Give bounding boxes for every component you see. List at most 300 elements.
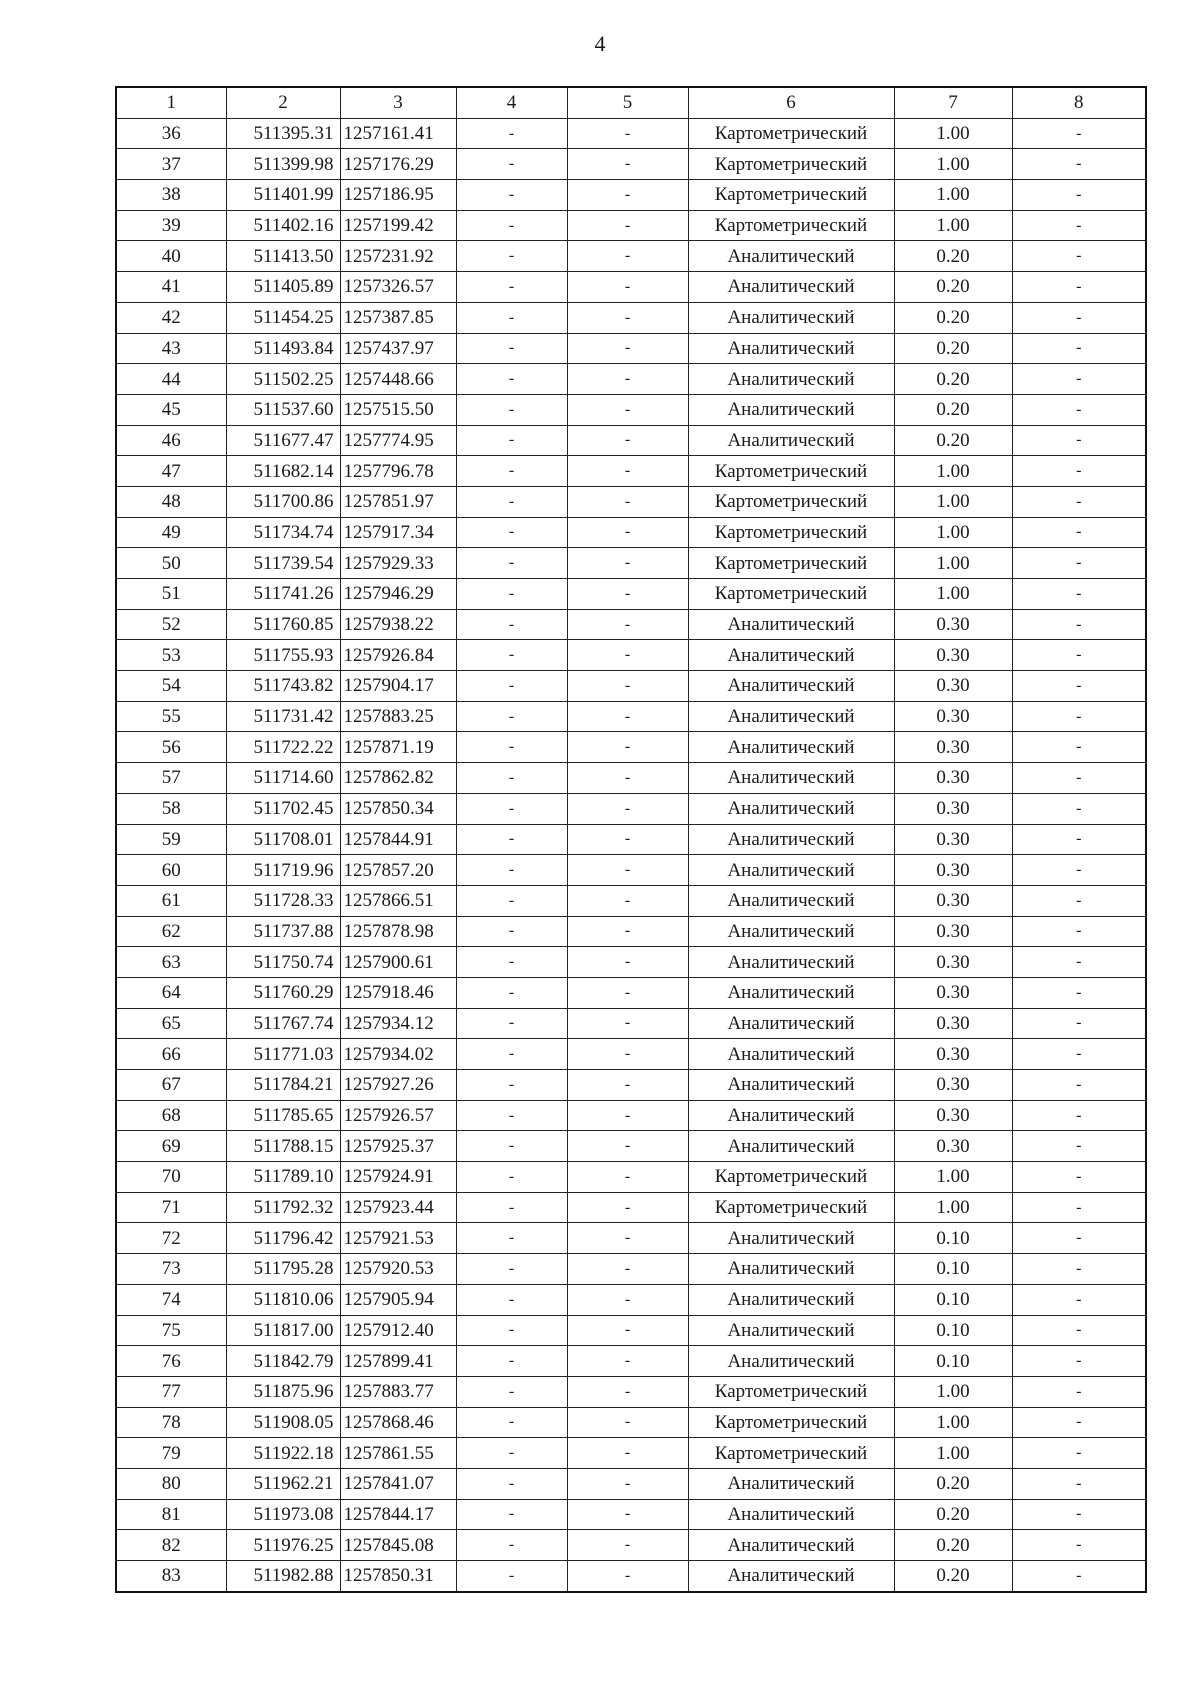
cell-col-5: - xyxy=(567,671,688,702)
cell-y-coordinate: 1257231.92 xyxy=(340,241,456,272)
cell-col-8: - xyxy=(1012,1315,1146,1346)
cell-col-4: - xyxy=(456,517,567,548)
table-row xyxy=(116,1223,1146,1254)
cell-col-5: - xyxy=(567,1284,688,1315)
cell-y-coordinate: 1257929.33 xyxy=(340,548,456,579)
cell-x-coordinate: 511682.14 xyxy=(226,456,340,487)
cell-point-number: 56 xyxy=(116,732,226,763)
cell-x-coordinate: 511875.96 xyxy=(226,1376,340,1407)
cell-point-number: 81 xyxy=(116,1499,226,1530)
cell-col-4: - xyxy=(456,180,567,211)
table-row xyxy=(116,486,1146,517)
cell-y-coordinate: 1257199.42 xyxy=(340,210,456,241)
cell-method: Картометрический xyxy=(688,1438,894,1469)
cell-col-4: - xyxy=(456,824,567,855)
table-body xyxy=(116,118,1146,1592)
table-row xyxy=(116,977,1146,1008)
table-row xyxy=(116,241,1146,272)
cell-col-5: - xyxy=(567,456,688,487)
cell-col-4: - xyxy=(456,149,567,180)
table-row xyxy=(116,1131,1146,1162)
cell-x-coordinate: 511784.21 xyxy=(226,1070,340,1101)
cell-point-number: 77 xyxy=(116,1376,226,1407)
cell-col-8: - xyxy=(1012,1131,1146,1162)
cell-method: Картометрический xyxy=(688,180,894,211)
cell-y-coordinate: 1257161.41 xyxy=(340,118,456,149)
cell-point-number: 45 xyxy=(116,394,226,425)
cell-point-number: 54 xyxy=(116,671,226,702)
cell-col-8: - xyxy=(1012,548,1146,579)
cell-y-coordinate: 1257866.51 xyxy=(340,885,456,916)
cell-method: Картометрический xyxy=(688,579,894,610)
cell-col-5: - xyxy=(567,885,688,916)
table-row xyxy=(116,333,1146,364)
cell-col-8: - xyxy=(1012,210,1146,241)
cell-x-coordinate: 511755.93 xyxy=(226,640,340,671)
table-row xyxy=(116,793,1146,824)
cell-accuracy: 1.00 xyxy=(894,1407,1012,1438)
cell-point-number: 82 xyxy=(116,1530,226,1561)
cell-point-number: 75 xyxy=(116,1315,226,1346)
cell-accuracy: 1.00 xyxy=(894,579,1012,610)
cell-point-number: 80 xyxy=(116,1468,226,1499)
cell-point-number: 58 xyxy=(116,793,226,824)
cell-point-number: 43 xyxy=(116,333,226,364)
table-row xyxy=(116,1561,1146,1592)
cell-point-number: 57 xyxy=(116,763,226,794)
cell-method: Аналитический xyxy=(688,394,894,425)
cell-y-coordinate: 1257883.25 xyxy=(340,701,456,732)
cell-y-coordinate: 1257926.57 xyxy=(340,1100,456,1131)
cell-x-coordinate: 511708.01 xyxy=(226,824,340,855)
cell-col-5: - xyxy=(567,149,688,180)
cell-col-8: - xyxy=(1012,579,1146,610)
table-row xyxy=(116,916,1146,947)
cell-x-coordinate: 511789.10 xyxy=(226,1162,340,1193)
cell-accuracy: 0.20 xyxy=(894,241,1012,272)
cell-method: Аналитический xyxy=(688,701,894,732)
page-number: 4 xyxy=(594,31,606,56)
cell-method: Картометрический xyxy=(688,1407,894,1438)
table-row xyxy=(116,302,1146,333)
column-header-4: 4 xyxy=(456,87,567,118)
cell-col-5: - xyxy=(567,302,688,333)
cell-col-8: - xyxy=(1012,947,1146,978)
table-row xyxy=(116,1407,1146,1438)
cell-col-5: - xyxy=(567,855,688,886)
cell-col-8: - xyxy=(1012,855,1146,886)
column-header-6: 6 xyxy=(688,87,894,118)
cell-col-8: - xyxy=(1012,364,1146,395)
cell-col-8: - xyxy=(1012,149,1146,180)
cell-y-coordinate: 1257938.22 xyxy=(340,609,456,640)
cell-x-coordinate: 511760.29 xyxy=(226,977,340,1008)
cell-point-number: 79 xyxy=(116,1438,226,1469)
cell-col-8: - xyxy=(1012,1530,1146,1561)
cell-accuracy: 1.00 xyxy=(894,486,1012,517)
cell-y-coordinate: 1257934.02 xyxy=(340,1039,456,1070)
cell-method: Аналитический xyxy=(688,1100,894,1131)
cell-col-5: - xyxy=(567,118,688,149)
table-row xyxy=(116,1070,1146,1101)
cell-x-coordinate: 511982.88 xyxy=(226,1561,340,1592)
cell-col-8: - xyxy=(1012,1561,1146,1592)
cell-x-coordinate: 511976.25 xyxy=(226,1530,340,1561)
cell-y-coordinate: 1257927.26 xyxy=(340,1070,456,1101)
cell-point-number: 48 xyxy=(116,486,226,517)
cell-accuracy: 1.00 xyxy=(894,1438,1012,1469)
cell-col-4: - xyxy=(456,977,567,1008)
cell-y-coordinate: 1257186.95 xyxy=(340,180,456,211)
table-row xyxy=(116,272,1146,303)
cell-y-coordinate: 1257920.53 xyxy=(340,1254,456,1285)
cell-col-4: - xyxy=(456,1192,567,1223)
cell-point-number: 78 xyxy=(116,1407,226,1438)
cell-point-number: 59 xyxy=(116,824,226,855)
cell-point-number: 68 xyxy=(116,1100,226,1131)
cell-x-coordinate: 511750.74 xyxy=(226,947,340,978)
cell-y-coordinate: 1257850.34 xyxy=(340,793,456,824)
cell-point-number: 67 xyxy=(116,1070,226,1101)
cell-accuracy: 0.20 xyxy=(894,425,1012,456)
cell-accuracy: 0.30 xyxy=(894,1008,1012,1039)
cell-point-number: 65 xyxy=(116,1008,226,1039)
cell-accuracy: 0.30 xyxy=(894,947,1012,978)
cell-accuracy: 0.30 xyxy=(894,824,1012,855)
cell-col-8: - xyxy=(1012,1438,1146,1469)
cell-col-4: - xyxy=(456,1162,567,1193)
cell-col-4: - xyxy=(456,425,567,456)
cell-col-4: - xyxy=(456,1499,567,1530)
cell-point-number: 41 xyxy=(116,272,226,303)
cell-method: Картометрический xyxy=(688,456,894,487)
cell-col-4: - xyxy=(456,1315,567,1346)
cell-col-4: - xyxy=(456,118,567,149)
cell-col-8: - xyxy=(1012,486,1146,517)
cell-col-5: - xyxy=(567,180,688,211)
cell-accuracy: 0.30 xyxy=(894,732,1012,763)
cell-method: Аналитический xyxy=(688,609,894,640)
table-row xyxy=(116,425,1146,456)
cell-method: Аналитический xyxy=(688,793,894,824)
cell-accuracy: 0.10 xyxy=(894,1346,1012,1377)
cell-col-4: - xyxy=(456,1100,567,1131)
cell-accuracy: 0.20 xyxy=(894,302,1012,333)
table-row xyxy=(116,180,1146,211)
cell-x-coordinate: 511714.60 xyxy=(226,763,340,794)
table-row xyxy=(116,1346,1146,1377)
cell-col-8: - xyxy=(1012,640,1146,671)
cell-method: Аналитический xyxy=(688,1561,894,1592)
coordinates-table xyxy=(115,86,1147,1593)
cell-col-5: - xyxy=(567,364,688,395)
cell-y-coordinate: 1257845.08 xyxy=(340,1530,456,1561)
cell-col-8: - xyxy=(1012,241,1146,272)
cell-method: Аналитический xyxy=(688,977,894,1008)
table-row xyxy=(116,1008,1146,1039)
cell-col-8: - xyxy=(1012,1468,1146,1499)
cell-col-8: - xyxy=(1012,118,1146,149)
cell-y-coordinate: 1257923.44 xyxy=(340,1192,456,1223)
table-row xyxy=(116,517,1146,548)
cell-col-5: - xyxy=(567,916,688,947)
cell-method: Картометрический xyxy=(688,548,894,579)
cell-accuracy: 0.30 xyxy=(894,916,1012,947)
cell-method: Аналитический xyxy=(688,855,894,886)
cell-point-number: 39 xyxy=(116,210,226,241)
cell-point-number: 46 xyxy=(116,425,226,456)
cell-col-5: - xyxy=(567,977,688,1008)
cell-col-5: - xyxy=(567,1346,688,1377)
cell-accuracy: 1.00 xyxy=(894,456,1012,487)
cell-col-5: - xyxy=(567,1008,688,1039)
cell-col-4: - xyxy=(456,701,567,732)
cell-col-4: - xyxy=(456,364,567,395)
cell-col-4: - xyxy=(456,1070,567,1101)
table-row xyxy=(116,1376,1146,1407)
cell-col-4: - xyxy=(456,947,567,978)
cell-col-8: - xyxy=(1012,732,1146,763)
cell-method: Аналитический xyxy=(688,1131,894,1162)
header-row xyxy=(116,87,1146,118)
cell-x-coordinate: 511537.60 xyxy=(226,394,340,425)
cell-col-4: - xyxy=(456,1530,567,1561)
cell-col-4: - xyxy=(456,1438,567,1469)
cell-x-coordinate: 511796.42 xyxy=(226,1223,340,1254)
cell-x-coordinate: 511702.45 xyxy=(226,793,340,824)
cell-x-coordinate: 511739.54 xyxy=(226,548,340,579)
cell-col-4: - xyxy=(456,1223,567,1254)
cell-accuracy: 0.30 xyxy=(894,640,1012,671)
cell-col-4: - xyxy=(456,793,567,824)
cell-x-coordinate: 511677.47 xyxy=(226,425,340,456)
cell-col-5: - xyxy=(567,1192,688,1223)
cell-col-4: - xyxy=(456,732,567,763)
table-row xyxy=(116,671,1146,702)
cell-col-4: - xyxy=(456,272,567,303)
cell-col-5: - xyxy=(567,1499,688,1530)
column-header-1: 1 xyxy=(116,87,226,118)
cell-col-8: - xyxy=(1012,394,1146,425)
cell-col-5: - xyxy=(567,394,688,425)
table-row xyxy=(116,364,1146,395)
cell-col-8: - xyxy=(1012,885,1146,916)
cell-col-8: - xyxy=(1012,333,1146,364)
table-row xyxy=(116,732,1146,763)
cell-col-8: - xyxy=(1012,1499,1146,1530)
cell-col-5: - xyxy=(567,1530,688,1561)
cell-x-coordinate: 511760.85 xyxy=(226,609,340,640)
cell-x-coordinate: 511962.21 xyxy=(226,1468,340,1499)
cell-col-4: - xyxy=(456,241,567,272)
cell-col-8: - xyxy=(1012,1223,1146,1254)
cell-point-number: 69 xyxy=(116,1131,226,1162)
cell-method: Аналитический xyxy=(688,241,894,272)
cell-accuracy: 0.30 xyxy=(894,1131,1012,1162)
cell-col-8: - xyxy=(1012,272,1146,303)
cell-method: Аналитический xyxy=(688,1468,894,1499)
cell-point-number: 55 xyxy=(116,701,226,732)
cell-accuracy: 1.00 xyxy=(894,1162,1012,1193)
cell-col-5: - xyxy=(567,1376,688,1407)
cell-method: Картометрический xyxy=(688,1192,894,1223)
column-header-7: 7 xyxy=(894,87,1012,118)
cell-point-number: 52 xyxy=(116,609,226,640)
cell-col-4: - xyxy=(456,1039,567,1070)
cell-method: Аналитический xyxy=(688,824,894,855)
cell-x-coordinate: 511741.26 xyxy=(226,579,340,610)
table-row xyxy=(116,609,1146,640)
cell-method: Аналитический xyxy=(688,671,894,702)
cell-x-coordinate: 511502.25 xyxy=(226,364,340,395)
cell-y-coordinate: 1257868.46 xyxy=(340,1407,456,1438)
cell-x-coordinate: 511722.22 xyxy=(226,732,340,763)
cell-col-5: - xyxy=(567,1162,688,1193)
cell-x-coordinate: 511771.03 xyxy=(226,1039,340,1070)
cell-y-coordinate: 1257448.66 xyxy=(340,364,456,395)
cell-col-5: - xyxy=(567,640,688,671)
cell-y-coordinate: 1257924.91 xyxy=(340,1162,456,1193)
cell-col-4: - xyxy=(456,1346,567,1377)
cell-method: Аналитический xyxy=(688,1499,894,1530)
cell-x-coordinate: 511743.82 xyxy=(226,671,340,702)
cell-point-number: 71 xyxy=(116,1192,226,1223)
cell-method: Аналитический xyxy=(688,1008,894,1039)
cell-col-4: - xyxy=(456,885,567,916)
cell-col-4: - xyxy=(456,394,567,425)
cell-col-5: - xyxy=(567,517,688,548)
cell-method: Аналитический xyxy=(688,1223,894,1254)
cell-x-coordinate: 511795.28 xyxy=(226,1254,340,1285)
cell-col-8: - xyxy=(1012,456,1146,487)
cell-accuracy: 1.00 xyxy=(894,210,1012,241)
cell-method: Аналитический xyxy=(688,1039,894,1070)
cell-col-4: - xyxy=(456,1468,567,1499)
table-row xyxy=(116,1284,1146,1315)
cell-method: Картометрический xyxy=(688,1376,894,1407)
cell-x-coordinate: 511810.06 xyxy=(226,1284,340,1315)
cell-method: Аналитический xyxy=(688,1530,894,1561)
cell-x-coordinate: 511413.50 xyxy=(226,241,340,272)
cell-method: Аналитический xyxy=(688,732,894,763)
cell-accuracy: 0.20 xyxy=(894,1561,1012,1592)
table-row xyxy=(116,1254,1146,1285)
cell-y-coordinate: 1257515.50 xyxy=(340,394,456,425)
cell-col-5: - xyxy=(567,947,688,978)
cell-col-8: - xyxy=(1012,302,1146,333)
table-row xyxy=(116,1468,1146,1499)
cell-accuracy: 0.20 xyxy=(894,1499,1012,1530)
table-row xyxy=(116,579,1146,610)
cell-x-coordinate: 511399.98 xyxy=(226,149,340,180)
cell-method: Аналитический xyxy=(688,1254,894,1285)
cell-x-coordinate: 511817.00 xyxy=(226,1315,340,1346)
cell-y-coordinate: 1257912.40 xyxy=(340,1315,456,1346)
cell-accuracy: 0.30 xyxy=(894,793,1012,824)
cell-col-4: - xyxy=(456,855,567,886)
cell-accuracy: 0.30 xyxy=(894,855,1012,886)
cell-col-8: - xyxy=(1012,1162,1146,1193)
cell-y-coordinate: 1257921.53 xyxy=(340,1223,456,1254)
cell-col-8: - xyxy=(1012,1346,1146,1377)
cell-col-5: - xyxy=(567,272,688,303)
table-row xyxy=(116,548,1146,579)
cell-accuracy: 0.30 xyxy=(894,977,1012,1008)
cell-col-8: - xyxy=(1012,1008,1146,1039)
cell-accuracy: 0.20 xyxy=(894,1530,1012,1561)
table-row xyxy=(116,1100,1146,1131)
cell-col-8: - xyxy=(1012,517,1146,548)
cell-accuracy: 1.00 xyxy=(894,548,1012,579)
table-row xyxy=(116,947,1146,978)
cell-col-8: - xyxy=(1012,701,1146,732)
cell-y-coordinate: 1257871.19 xyxy=(340,732,456,763)
cell-col-4: - xyxy=(456,609,567,640)
cell-x-coordinate: 511842.79 xyxy=(226,1346,340,1377)
table-row xyxy=(116,701,1146,732)
cell-y-coordinate: 1257176.29 xyxy=(340,149,456,180)
cell-accuracy: 0.30 xyxy=(894,885,1012,916)
cell-col-4: - xyxy=(456,1008,567,1039)
cell-accuracy: 1.00 xyxy=(894,1376,1012,1407)
cell-x-coordinate: 511734.74 xyxy=(226,517,340,548)
cell-y-coordinate: 1257861.55 xyxy=(340,1438,456,1469)
cell-method: Картометрический xyxy=(688,1162,894,1193)
cell-col-8: - xyxy=(1012,1376,1146,1407)
cell-method: Аналитический xyxy=(688,947,894,978)
cell-col-8: - xyxy=(1012,425,1146,456)
table-row xyxy=(116,1192,1146,1223)
cell-col-8: - xyxy=(1012,824,1146,855)
cell-col-8: - xyxy=(1012,793,1146,824)
cell-accuracy: 1.00 xyxy=(894,149,1012,180)
cell-col-5: - xyxy=(567,732,688,763)
cell-col-5: - xyxy=(567,1039,688,1070)
cell-point-number: 66 xyxy=(116,1039,226,1070)
cell-point-number: 36 xyxy=(116,118,226,149)
cell-col-8: - xyxy=(1012,609,1146,640)
cell-y-coordinate: 1257844.91 xyxy=(340,824,456,855)
cell-y-coordinate: 1257925.37 xyxy=(340,1131,456,1162)
column-header-2: 2 xyxy=(226,87,340,118)
cell-x-coordinate: 511405.89 xyxy=(226,272,340,303)
cell-col-5: - xyxy=(567,1254,688,1285)
cell-accuracy: 0.30 xyxy=(894,1070,1012,1101)
cell-col-8: - xyxy=(1012,1192,1146,1223)
cell-accuracy: 0.20 xyxy=(894,394,1012,425)
table-row xyxy=(116,1438,1146,1469)
cell-method: Аналитический xyxy=(688,333,894,364)
cell-accuracy: 0.30 xyxy=(894,671,1012,702)
cell-col-5: - xyxy=(567,1315,688,1346)
cell-x-coordinate: 511737.88 xyxy=(226,916,340,947)
table-row xyxy=(116,118,1146,149)
cell-method: Аналитический xyxy=(688,1315,894,1346)
cell-col-8: - xyxy=(1012,671,1146,702)
cell-y-coordinate: 1257841.07 xyxy=(340,1468,456,1499)
cell-col-5: - xyxy=(567,1438,688,1469)
cell-method: Аналитический xyxy=(688,1284,894,1315)
cell-accuracy: 0.20 xyxy=(894,1468,1012,1499)
cell-y-coordinate: 1257437.97 xyxy=(340,333,456,364)
cell-x-coordinate: 511908.05 xyxy=(226,1407,340,1438)
cell-x-coordinate: 511454.25 xyxy=(226,302,340,333)
cell-accuracy: 0.10 xyxy=(894,1315,1012,1346)
cell-x-coordinate: 511719.96 xyxy=(226,855,340,886)
cell-x-coordinate: 511922.18 xyxy=(226,1438,340,1469)
table-row xyxy=(116,824,1146,855)
table-row xyxy=(116,1039,1146,1070)
